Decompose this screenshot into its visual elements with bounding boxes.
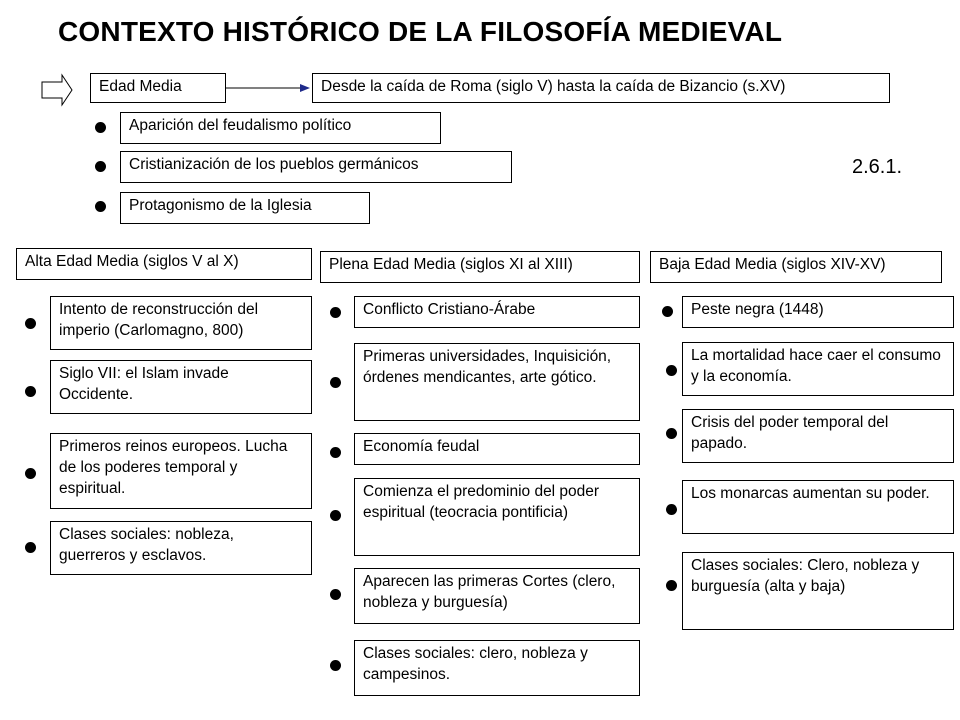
column-heading-label: Alta Edad Media (siglos V al X) (25, 253, 239, 270)
list-item (354, 568, 640, 624)
column-heading (650, 251, 942, 283)
bullet-dot (95, 161, 106, 172)
list-item-label: Conflicto Cristiano-Árabe (363, 301, 536, 318)
list-item-label: Clases sociales: nobleza, guerreros y esclavos. (59, 526, 234, 564)
feature-label: Protagonismo de la Iglesia (129, 197, 312, 214)
feature-label: Cristianización de los pueblos germánicos (129, 156, 419, 173)
bullet-dot (330, 377, 341, 388)
bullet-dot (662, 306, 673, 317)
bullet-dot (25, 386, 36, 397)
list-item (682, 552, 954, 630)
list-item (682, 480, 954, 534)
bullet-dot (666, 504, 677, 515)
list-item (354, 296, 640, 328)
bullet-dot (95, 122, 106, 133)
bullet-dot (25, 318, 36, 329)
list-item-label: Clases sociales: Clero, nobleza y burguesía (alta y baja) (691, 557, 920, 595)
list-item-label: Economía feudal (363, 438, 480, 455)
list-item-label: Aparecen las primeras Cortes (clero, nobleza y burguesía) (363, 573, 616, 611)
bullet-dot (25, 542, 36, 553)
bullet-dot (330, 510, 341, 521)
list-item-label: La mortalidad hace caer el consumo y la economía. (691, 347, 941, 385)
list-item-label: Peste negra (1448) (691, 301, 824, 318)
bullet-dot (330, 307, 341, 318)
list-item-label: Siglo VII: el Islam invade Occidente. (59, 365, 229, 403)
list-item-label: Crisis del poder temporal del papado. (691, 414, 889, 452)
bullet-dot (95, 201, 106, 212)
column-heading (16, 248, 312, 280)
bullet-dot (666, 428, 677, 439)
bullet-dot (666, 580, 677, 591)
feature-label: Aparición del feudalismo político (129, 117, 352, 134)
bullet-dot (666, 365, 677, 376)
list-item (354, 343, 640, 421)
bullet-dot (25, 468, 36, 479)
column-heading (320, 251, 640, 283)
edad-media-label: Edad Media (99, 78, 182, 95)
bullet-dot (330, 589, 341, 600)
list-item-label: Primeras universidades, Inquisición, órdenes mendicantes, arte gótico. (363, 348, 612, 386)
list-item-label: Comienza el predominio del poder espiritual (teocracia pontificia) (363, 483, 600, 521)
list-item (354, 433, 640, 465)
list-item (682, 342, 954, 396)
list-item-label: Clases sociales: clero, nobleza y campesinos. (363, 645, 588, 683)
list-item-label: Intento de reconstrucción del imperio (Carlomagno, 800) (59, 301, 259, 339)
list-item (682, 296, 954, 328)
feature-box (120, 192, 370, 224)
column-heading-label: Plena Edad Media (siglos XI al XIII) (329, 256, 573, 273)
list-item-label: Primeros reinos europeos. Lucha de los poderes temporal y espiritual. (59, 438, 288, 497)
column-heading-label: Baja Edad Media (siglos XIV-XV) (659, 256, 886, 273)
list-item (50, 521, 312, 575)
page-title: CONTEXTO HISTÓRICO DE LA FILOSOFÍA MEDIEVAL (58, 16, 783, 47)
bullet-dot (330, 660, 341, 671)
edad-media-box (90, 73, 226, 103)
arrowhead-icon (300, 84, 310, 92)
period-range-box (312, 73, 890, 103)
section-code: 2.6.1. (852, 156, 903, 178)
list-item (50, 296, 312, 350)
period-range-label: Desde la caída de Roma (siglo V) hasta la caída de Bizancio (s.XV) (321, 78, 786, 95)
list-item (50, 433, 312, 509)
block-arrow-icon (42, 75, 72, 105)
list-item-label: Los monarcas aumentan su poder. (691, 485, 930, 502)
list-item (354, 640, 640, 696)
feature-box (120, 112, 441, 144)
list-item (682, 409, 954, 463)
list-item (50, 360, 312, 414)
list-item (354, 478, 640, 556)
feature-box (120, 151, 512, 183)
bullet-dot (330, 447, 341, 458)
